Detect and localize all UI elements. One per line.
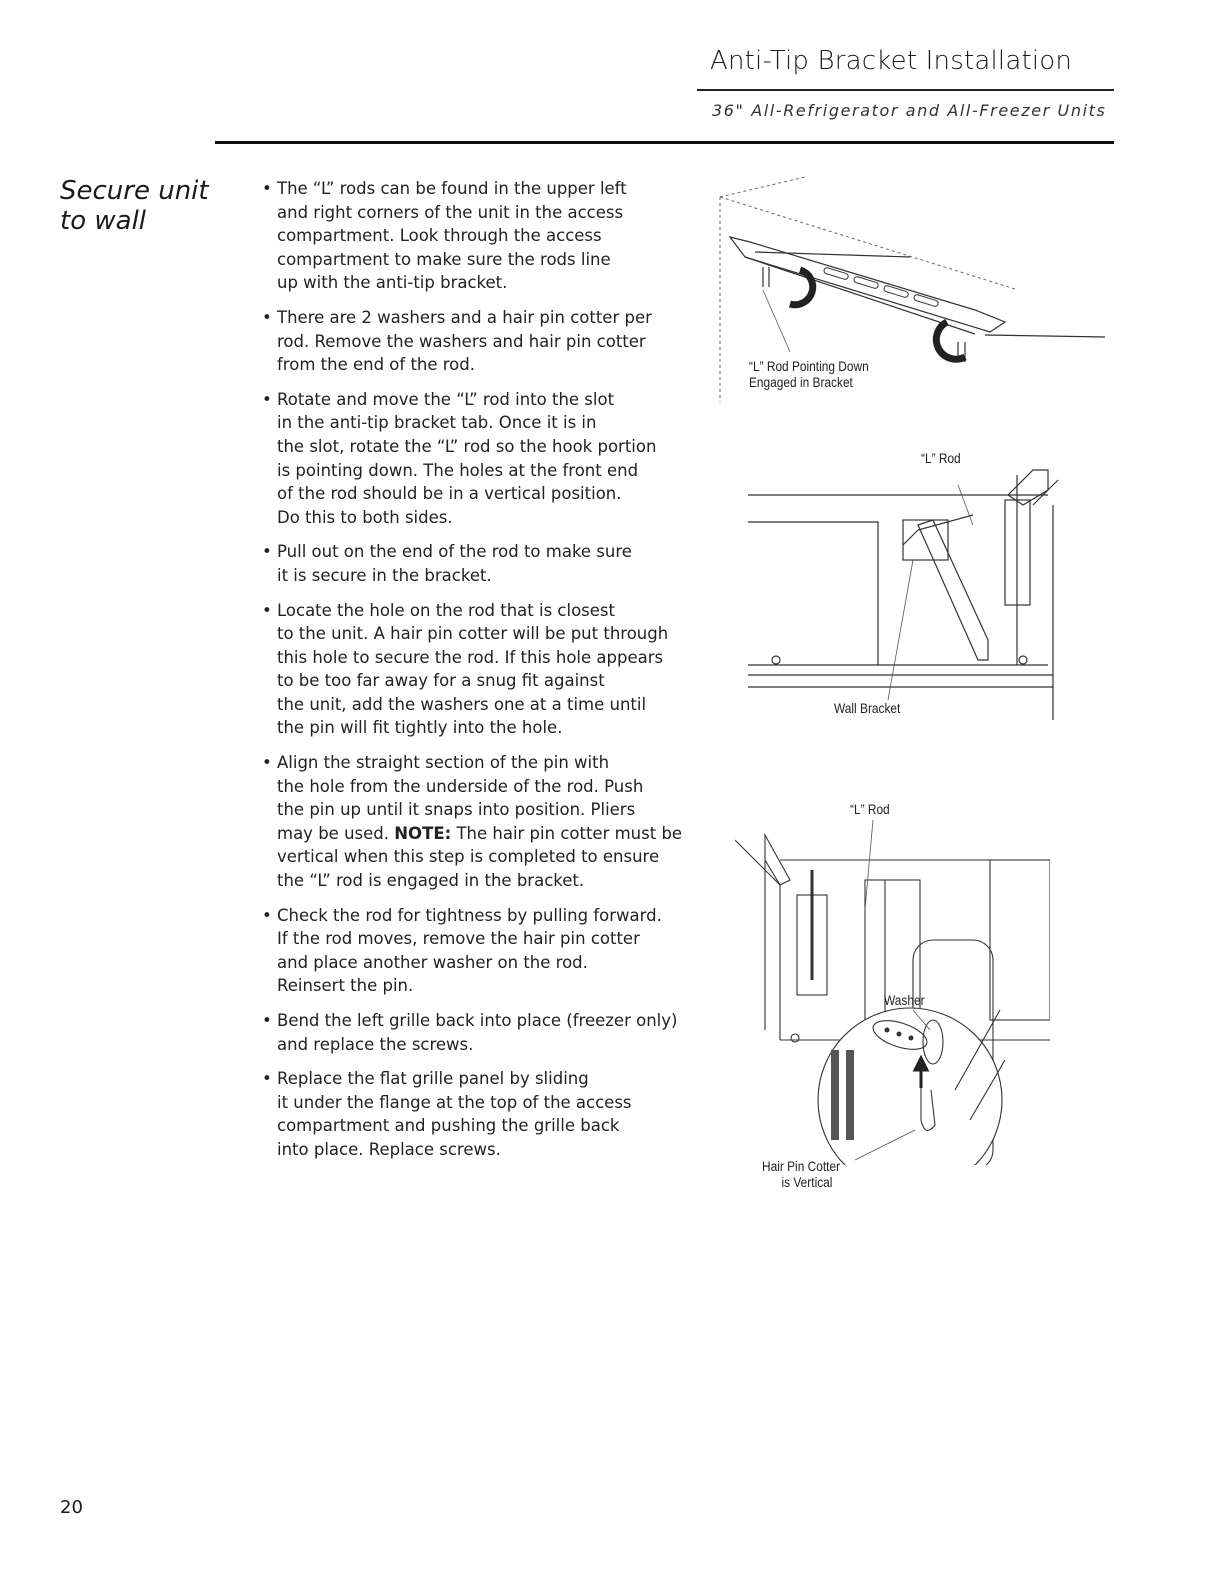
text-line: to be too far away for a snug fit against — [277, 671, 605, 691]
section-heading-line: to wall — [60, 206, 147, 236]
page-title: Anti-Tip Bracket Installation — [710, 46, 1073, 76]
text-line: the “L” rod is engaged in the bracket. — [277, 871, 585, 891]
bullet-icon: • — [262, 542, 272, 562]
text-line: from the end of the rod. — [277, 355, 475, 375]
text-line: Pull out on the end of the rod to make sure — [277, 542, 632, 562]
text-line: the pin will fit tightly into the hole. — [277, 718, 563, 738]
label-line: “L” Rod Pointing Down — [749, 358, 869, 374]
text-line: compartment. Look through the access — [277, 226, 602, 246]
bullet-icon: • — [262, 307, 272, 327]
bullet-icon: • — [262, 389, 272, 409]
list-item — [262, 1009, 682, 1056]
label-line: Engaged in Bracket — [749, 374, 853, 390]
text-segment: may be used. — [277, 823, 395, 843]
text-line: If the rod moves, remove the hair pin cotter — [277, 929, 640, 949]
rotate-arrow-icon — [936, 322, 965, 359]
text-line: Bend the left grille back into place (freezer only) — [277, 1011, 678, 1030]
text-line: the hole from the underside of the rod. Push — [277, 776, 644, 796]
text-line: Locate the hole on the rod that is closest — [277, 600, 616, 620]
rod-label: “L” Rod — [850, 801, 890, 817]
text-line: to the unit. A hair pin cotter will be put through — [277, 624, 669, 644]
rotate-arrow-icon — [790, 270, 813, 305]
list-item — [262, 599, 682, 741]
text-line: and replace the screws. — [277, 1034, 474, 1054]
figure-label — [749, 358, 869, 390]
rod-label: “L” Rod — [921, 450, 961, 466]
list-item — [262, 177, 682, 295]
washer-label: Washer — [884, 992, 925, 1008]
list-item — [262, 540, 682, 587]
text-line: compartment and pushing the grille back — [277, 1116, 620, 1136]
text-line: into place. Replace screws. — [277, 1139, 501, 1159]
text-line: Reinsert the pin. — [277, 976, 414, 996]
page-subtitle: 36" All-Refrigerator and All-Freezer Units — [712, 101, 1107, 120]
text-line: the pin up until it snaps into position. Pliers — [277, 800, 636, 820]
text-line: Align the straight section of the pin with — [277, 753, 610, 773]
text-line: The “L” rods can be found in the upper left — [277, 179, 627, 198]
text-line: compartment to make sure the rods line — [277, 249, 611, 269]
list-item — [262, 1067, 682, 1161]
list-item — [262, 751, 682, 893]
text-line: rod. Remove the washers and hair pin cotter — [277, 331, 646, 351]
list-item — [262, 388, 682, 530]
bullet-icon: • — [262, 1069, 272, 1089]
text-line: Do this to both sides. — [277, 507, 453, 527]
text-segment: The hair pin cotter must be — [451, 823, 683, 843]
figure-wall-bracket — [748, 465, 1063, 725]
text-line: it under the flange at the top of the access — [277, 1092, 632, 1112]
text-line: is pointing down. The holes at the front end — [277, 460, 639, 480]
note-label: NOTE: — [394, 823, 452, 843]
bullet-icon: • — [262, 600, 272, 620]
text-line: in the anti-tip bracket tab. Once it is in — [277, 413, 597, 433]
text-line: and right corners of the unit in the access — [277, 202, 624, 222]
bullet-icon: • — [262, 179, 272, 198]
label-line: Hair Pin Cotter — [762, 1158, 841, 1174]
text-line — [277, 822, 682, 846]
text-line: the slot, rotate the “L” rod so the hook portion — [277, 436, 657, 456]
text-line: Check the rod for tightness by pulling forward. — [277, 905, 662, 925]
text-line: of the rod should be in a vertical position. — [277, 484, 622, 504]
title-rule — [697, 89, 1114, 91]
text-line: and place another washer on the rod. — [277, 952, 588, 972]
label-line: is Vertical — [781, 1174, 833, 1190]
text-line: Rotate and move the “L” rod into the slot — [277, 389, 615, 409]
text-line: up with the anti-tip bracket. — [277, 273, 508, 293]
section-rule — [215, 141, 1114, 144]
text-line: vertical when this step is completed to ensure — [277, 847, 660, 867]
text-line: Replace the flat grille panel by sliding — [277, 1069, 589, 1089]
bullet-icon: • — [262, 905, 272, 925]
bullet-icon: • — [262, 1011, 272, 1030]
wall-bracket-label: Wall Bracket — [834, 700, 901, 716]
section-heading — [60, 176, 209, 236]
list-item — [262, 904, 682, 998]
text-line: this hole to secure the rod. If this hole appears — [277, 647, 664, 667]
text-line: There are 2 washers and a hair pin cotter per — [277, 307, 652, 327]
page-number: 20 — [60, 1497, 83, 1518]
list-item — [262, 306, 682, 377]
text-line: it is secure in the bracket. — [277, 565, 492, 585]
instruction-list — [262, 177, 682, 1173]
section-heading-line: Secure unit — [60, 176, 209, 206]
text-line: the unit, add the washers one at a time until — [277, 694, 647, 714]
bullet-icon: • — [262, 753, 272, 773]
hair-pin-label — [762, 1158, 840, 1190]
